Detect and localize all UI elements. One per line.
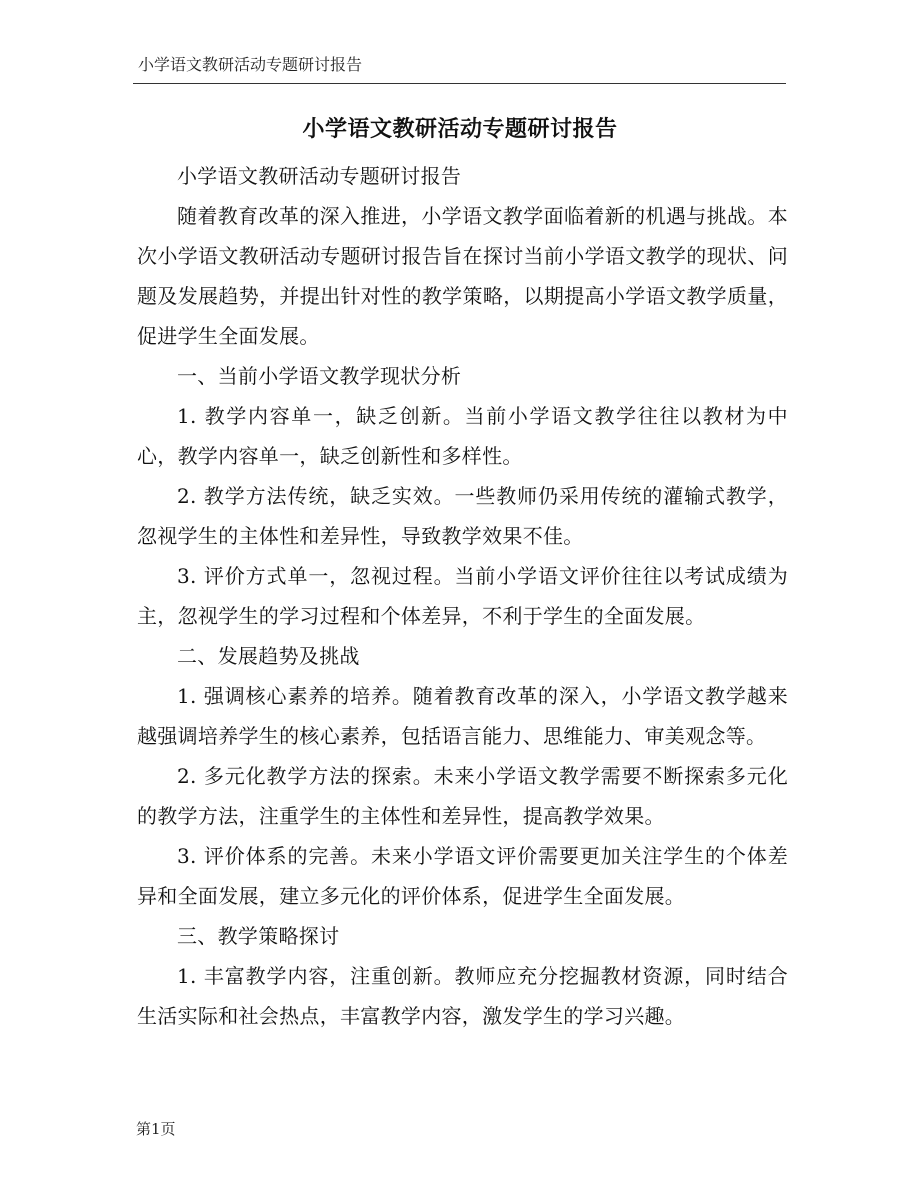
header-divider bbox=[133, 83, 786, 84]
intro-paragraph: 随着教育改革的深入推进，小学语文教学面临着新的机遇与挑战。本次小学语文教研活动专题研讨报告旨在探讨当前小学语文教学的现状、问题及发展趋势，并提出针对性的教学策略，以期提高小学语文教学质量，促进学生全面发展。 bbox=[137, 204, 788, 348]
list-item: 3. 评价方式单一，忽视过程。当前小学语文评价往往以考试成绩为主，忽视学生的学习过程和个体差异，不利于学生的全面发展。 bbox=[137, 564, 788, 628]
list-item: 1. 教学内容单一，缺乏创新。当前小学语文教学往往以教材为中心，教学内容单一，缺乏创新性和多样性。 bbox=[137, 404, 788, 468]
list-item: 2. 多元化教学方法的探索。未来小学语文教学需要不断探索多元化的教学方法，注重学生的主体性和差异性，提高教学效果。 bbox=[137, 764, 788, 828]
section-heading: 三、教学策略探讨 bbox=[177, 924, 340, 948]
subtitle-paragraph: 小学语文教研活动专题研讨报告 bbox=[177, 164, 462, 188]
running-header: 小学语文教研活动专题研讨报告 bbox=[138, 55, 363, 74]
page-number: 第1页 bbox=[136, 1120, 176, 1138]
document-title: 小学语文教研活动专题研讨报告 bbox=[302, 116, 618, 142]
list-item: 1. 丰富教学内容，注重创新。教师应充分挖掘教材资源，同时结合生活实际和社会热点，丰富教学内容，激发学生的学习兴趣。 bbox=[137, 964, 788, 1028]
section-heading: 一、当前小学语文教学现状分析 bbox=[177, 364, 462, 388]
list-item: 1. 强调核心素养的培养。随着教育改革的深入，小学语文教学越来越强调培养学生的核心素养，包括语言能力、思维能力、审美观念等。 bbox=[137, 684, 788, 748]
list-item: 2. 教学方法传统，缺乏实效。一些教师仍采用传统的灌输式教学，忽视学生的主体性和差异性，导致教学效果不佳。 bbox=[137, 484, 788, 548]
list-item: 3. 评价体系的完善。未来小学语文评价需要更加关注学生的个体差异和全面发展，建立多元化的评价体系，促进学生全面发展。 bbox=[137, 844, 788, 908]
section-heading: 二、发展趋势及挑战 bbox=[177, 644, 360, 668]
document-body bbox=[137, 156, 788, 1036]
